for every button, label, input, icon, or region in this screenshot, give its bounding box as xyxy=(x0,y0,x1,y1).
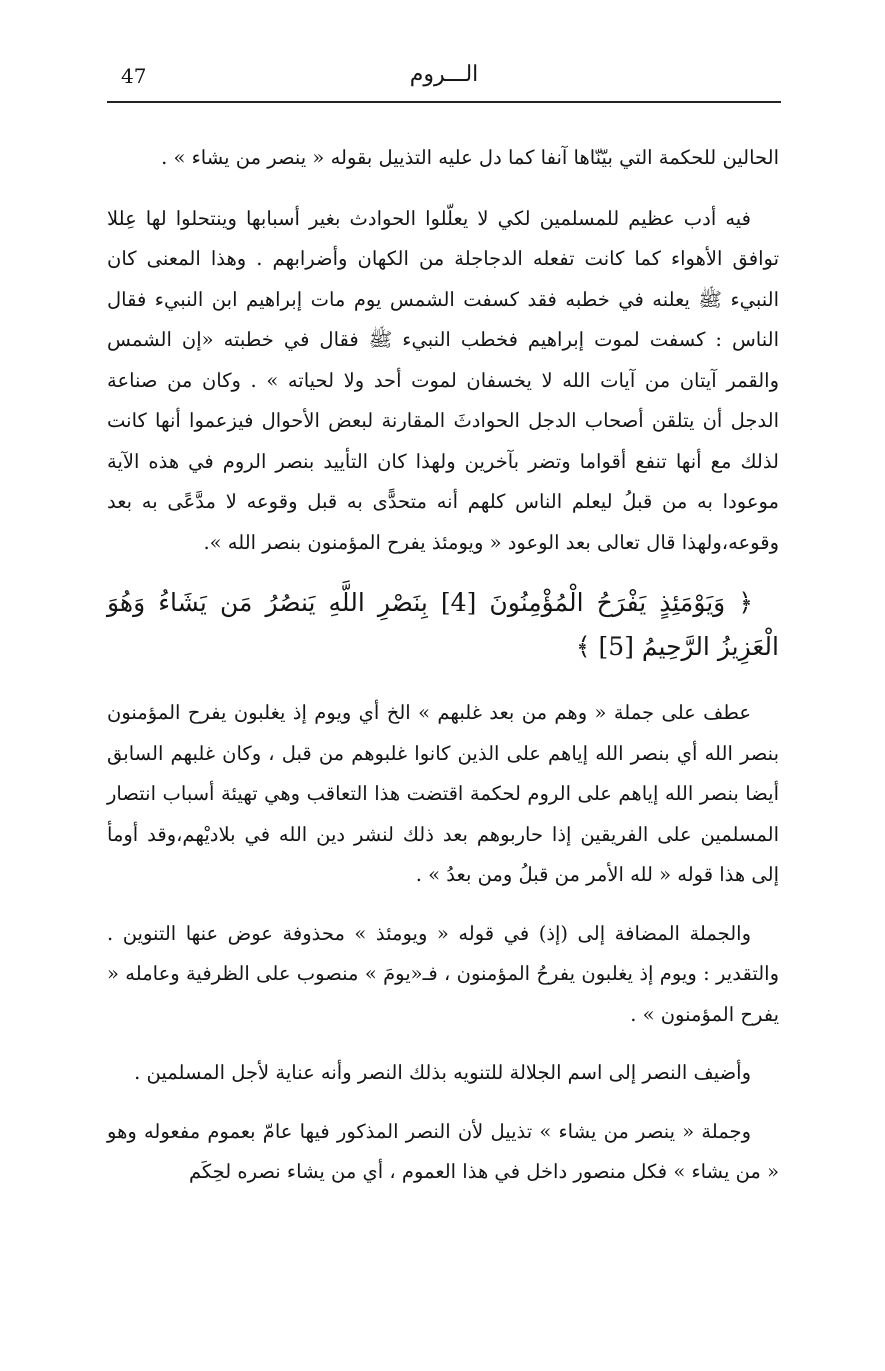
quran-verse: ﴿ وَيَوْمَئِذٍ يَفْرَحُ الْمُؤْمِنُونَ [4] بِنَصْرِ اللَّهِ يَنصُرُ مَن يَشَاءُ وَهُوَ الْعَزِيزُ الرَّحِيمُ [5] ﴾ xyxy=(107,588,779,661)
page-number: 47 xyxy=(121,64,147,88)
page-header xyxy=(107,58,781,98)
running-title: الـــروم xyxy=(409,62,479,87)
paragraph: عطف على جملة « وهم من بعد غلبهم » الخ أي ويوم إذ يغلبون يفرح المؤمنون بنصر الله أي بنصر الله إياهم على الذين كانوا غلبوهم من قبل ، وكان غلبهم السابق أيضا بنصر الله إياهم على الروم لحكمة اقتضت هذا التعاقب وهي تهيئة أسباب انتصار المسلمين على الفريقين إذا حاربوهم بعد ذلك لنشر دين الله في بلاديْهم،وقد أومأ إلى هذا قوله « لله الأمر من قبلُ ومن بعدُ » . xyxy=(107,701,779,886)
header-rule xyxy=(107,101,781,103)
paragraph: وأضيف النصر إلى اسم الجلالة للتنويه بذلك النصر وأنه عناية لأجل المسلمين . xyxy=(134,1061,751,1084)
page-body xyxy=(107,138,779,1211)
paragraph-continuation: الحالين للحكمة التي بيّنّاها آنفا كما دل عليه التذييل بقوله « ينصر من يشاء » . xyxy=(161,146,779,169)
paragraph: وجملة « ينصر من يشاء » تذييل لأن النصر المذكور فيها عامّ بعموم مفعوله وهو « من يشاء » فكل منصور داخل في هذا العموم ، أي من يشاء نصره لحِكَم xyxy=(107,1119,779,1183)
paragraph: والجملة المضافة إلى (إذ) في قوله « ويومئذ » محذوفة عوض عنها التنوين . والتقدير : ويوم إذ يغلبون يفرحُ المؤمنون ، فـ«يومَ » منصوب على الظرفية وعامله « يفرح المؤمنون » . xyxy=(107,921,779,1026)
paragraph: فيه أدب عظيم للمسلمين لكي لا يعلّلوا الحوادث بغير أسبابها وينتحلوا لها عِللا توافق الأهواء كما كانت تفعله الدجاجلة من الكهان وأضرابهم . وهذا المعنى كان النبيء ﷺ يعلنه في خطبه فقد كسفت الشمس يوم مات إبراهيم ابن النبيء فقال الناس : كسفت لموت إبراهيم فخطب النبيء ﷺ فقال في خطبته «إن الشمس والقمر آيتان من آيات الله لا يخسفان لموت أحد ولا لحياته » . وكان من صناعة الدجل أن يتلقن أصحاب الدجل الحوادثَ المقارنة لبعض الأحوال فيزعموا أنها كانت لذلك مع أنها تنفع أقواما وتضر بآخرين ولهذا كان التأييد بنصر الروم في هذه الآية موعودا به من قبلُ ليعلم الناس كلهم أنه متحدًّى به قبل وقوعه لا مدَّعًى به بعد وقوعه،ولهذا قال تعالى بعد الوعود « ويومئذ يفرح المؤمنون بنصر الله ». xyxy=(107,206,779,554)
